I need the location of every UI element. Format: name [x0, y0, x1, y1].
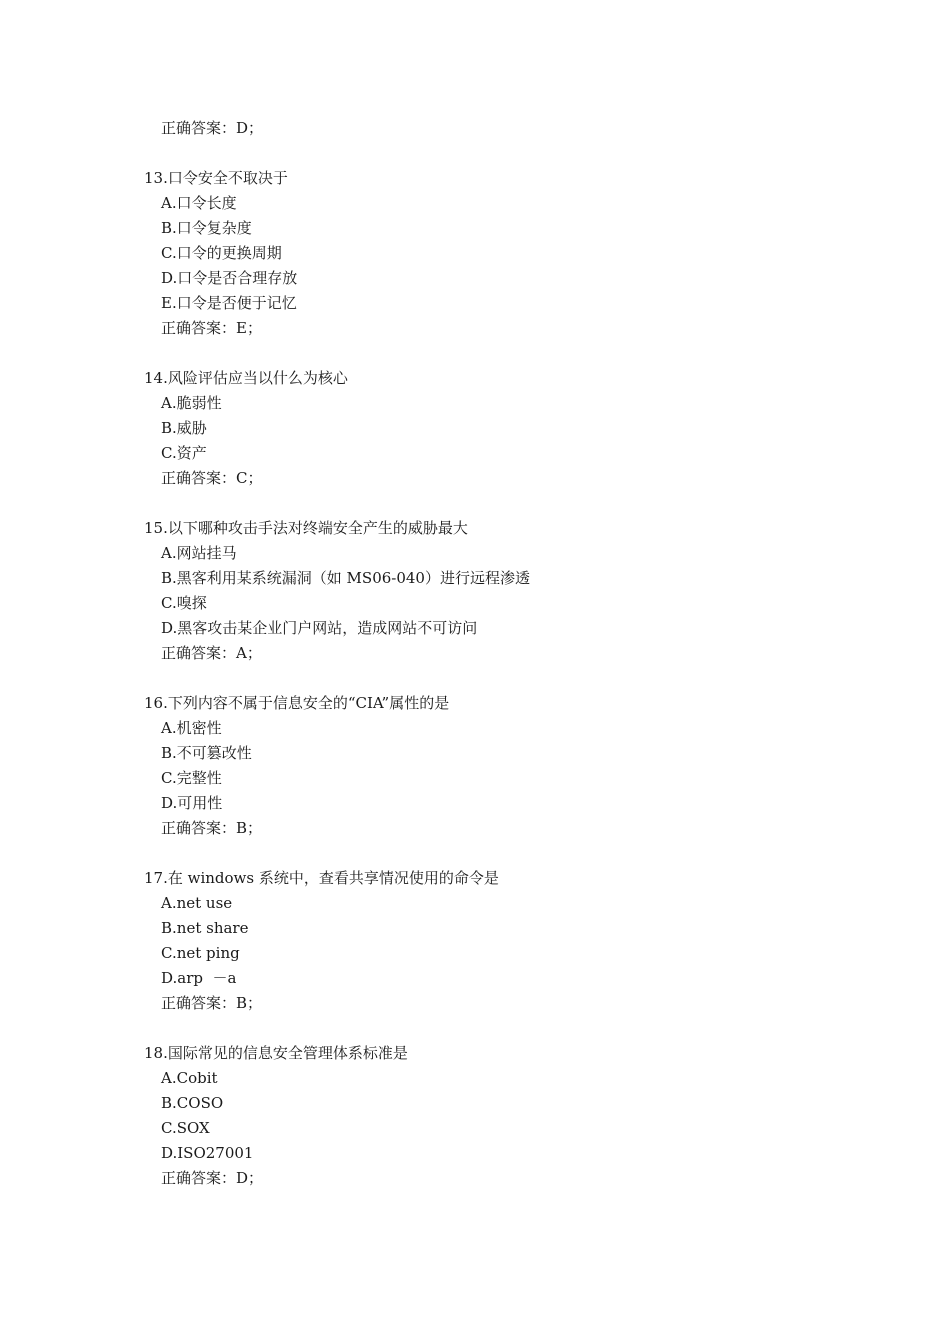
answer-option: A.机密性: [161, 719, 222, 737]
answer-option: B.黑客利用某系统漏洞（如 MS06-040）进行远程渗透: [161, 569, 530, 587]
answer-option: D.可用性: [161, 794, 223, 812]
answer-option: D.黑客攻击某企业门户网站，造成网站不可访问: [161, 619, 478, 637]
question-block: [144, 516, 904, 691]
answer-option: B.COSO: [161, 1094, 224, 1112]
question-list: [144, 166, 904, 1191]
correct-answer: 正确答案：A；: [161, 644, 262, 662]
document-body: [144, 116, 904, 1191]
answer-option: C.net ping: [161, 944, 240, 962]
question-block: [144, 691, 904, 866]
answer-option: A.Cobit: [161, 1069, 218, 1087]
question-stem: 14.风险评估应当以什么为核心: [144, 369, 348, 387]
spacer: [144, 1016, 904, 1041]
answer-option: C.口令的更换周期: [161, 244, 282, 262]
answer-option: D.arp －a: [161, 969, 237, 987]
question-block: [144, 166, 904, 366]
question-stem: 16.下列内容不属于信息安全的“CIA”属性的是: [144, 694, 450, 712]
question-block: [144, 1041, 904, 1191]
answer-option: C.完整性: [161, 769, 222, 787]
spacer: [144, 666, 904, 691]
answer-option: C.SOX: [161, 1119, 210, 1137]
answer-option: D.口令是否合理存放: [161, 269, 298, 287]
answer-option: A.网站挂马: [161, 544, 237, 562]
question-stem: 17.在 windows 系统中，查看共享情况使用的命令是: [144, 869, 499, 887]
answer-option: A.脆弱性: [161, 394, 222, 412]
question-stem: 15.以下哪种攻击手法对终端安全产生的威胁最大: [144, 519, 468, 537]
answer-option: B.威胁: [161, 419, 207, 437]
question-block: [144, 366, 904, 516]
answer-option: B.net share: [161, 919, 249, 937]
answer-option: C.资产: [161, 444, 207, 462]
correct-answer: 正确答案：B；: [161, 819, 263, 837]
correct-answer: 正确答案：D；: [161, 1169, 264, 1187]
answer-option: A.net use: [161, 894, 233, 912]
spacer: [144, 341, 904, 366]
spacer: [144, 141, 904, 166]
question-stem: 18.国际常见的信息安全管理体系标准是: [144, 1044, 408, 1062]
answer-option: E.口令是否便于记忆: [161, 294, 297, 312]
answer-option: C.嗅探: [161, 594, 207, 612]
question-stem: 13.口令安全不取决于: [144, 169, 288, 187]
answer-option: B.口令复杂度: [161, 219, 252, 237]
correct-answer: 正确答案：C；: [161, 469, 263, 487]
spacer: [144, 841, 904, 866]
correct-answer: 正确答案：E；: [161, 319, 262, 337]
previous-answer: 正确答案：D；: [161, 119, 264, 137]
answer-option: A.口令长度: [161, 194, 237, 212]
answer-option: D.ISO27001: [161, 1144, 254, 1162]
correct-answer: 正确答案：B；: [161, 994, 263, 1012]
spacer: [144, 491, 904, 516]
answer-option: B.不可篡改性: [161, 744, 252, 762]
question-block: [144, 866, 904, 1041]
